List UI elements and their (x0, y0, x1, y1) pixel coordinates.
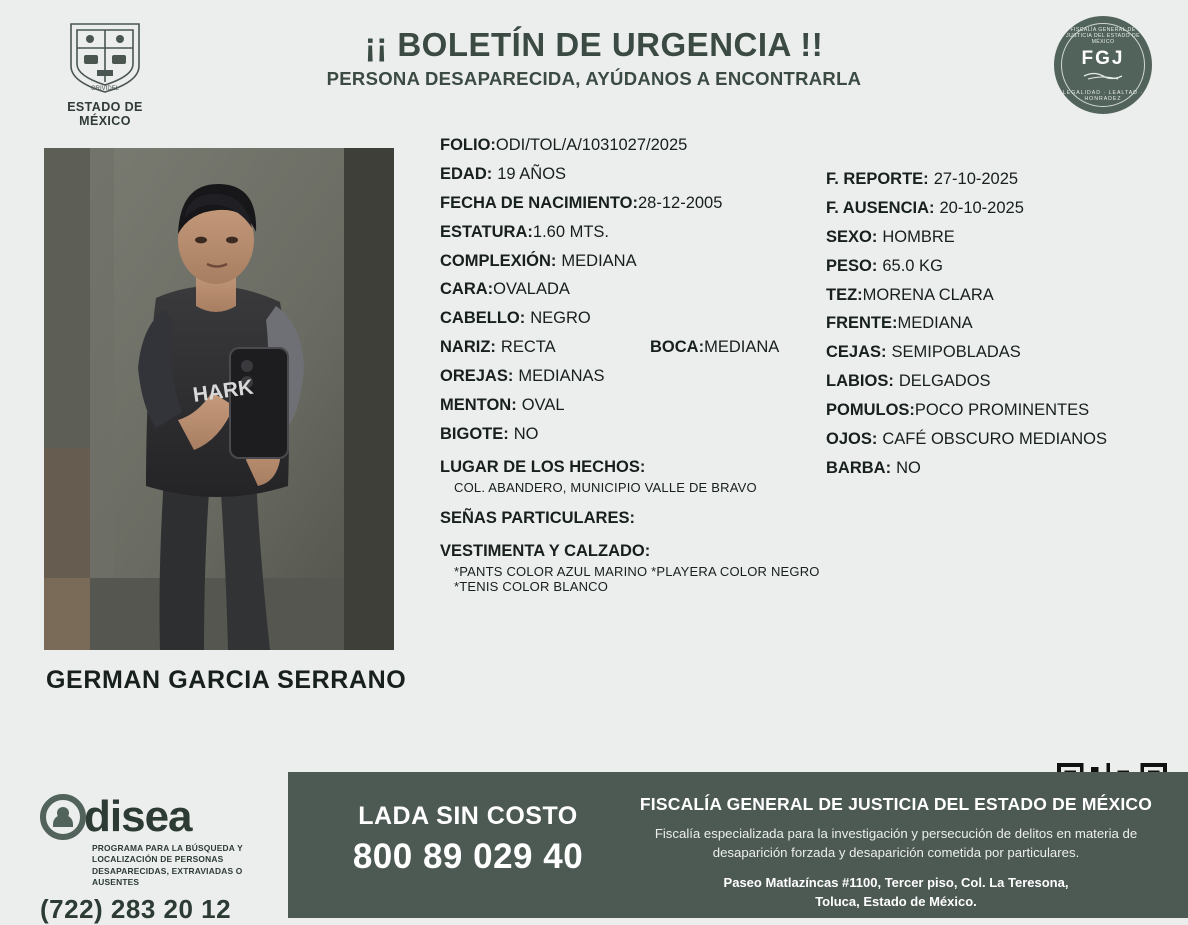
field-cara-label: CARA: (440, 280, 494, 299)
field-nariz-value: RECTA (500, 338, 556, 357)
fgj-logo-icon (1054, 16, 1152, 114)
field-edad-label: EDAD: (440, 164, 493, 183)
odisea-wordmark: disea (84, 792, 192, 841)
fiscalia-block (618, 794, 1174, 912)
field-fecha-nacimiento-value: 28-12-2005 (638, 193, 723, 212)
field-estatura-label: ESTATURA: (440, 222, 533, 241)
field-folio-label: FOLIO: (440, 136, 496, 154)
bulletin-subtitle: PERSONA DESAPARECIDA, AYÚDANOS A ENCONTRARLA (326, 68, 862, 89)
field-ojos-value: CAFÉ OBSCURO MEDIANOS (882, 430, 1107, 449)
field-vestimenta (440, 542, 830, 594)
field-peso-value: 65.0 KG (882, 256, 943, 275)
field-folio (440, 136, 830, 155)
odisea-phone[interactable]: (722) 283 20 12 (40, 894, 232, 925)
field-orejas (440, 367, 830, 386)
field-vestimenta-value: *PANTS COLOR AZUL MARINO *PLAYERA COLOR NEGRO *TENIS COLOR BLANCO (454, 564, 820, 595)
field-ojos-label: OJOS: (826, 430, 878, 449)
field-senas-particulares-label: SEÑAS PARTICULARES: (440, 509, 635, 528)
field-cabello-label: CABELLO: (440, 309, 526, 328)
field-cabello (440, 309, 830, 328)
field-f-ausencia-value: 20-10-2025 (939, 198, 1024, 217)
field-pomulos-value: POCO PROMINENTES (914, 401, 1090, 420)
field-lugar-hechos (440, 458, 830, 495)
field-frente-value: MEDIANA (897, 314, 973, 333)
field-bigote-value: NO (513, 424, 539, 443)
field-bigote (440, 425, 830, 444)
odisea-logo (40, 794, 280, 840)
field-boca-label: BOCA: (650, 338, 705, 357)
field-frente-label: FRENTE: (826, 314, 898, 333)
field-tez-label: TEZ: (826, 285, 863, 304)
state-seal-label: ESTADO DE MÉXICO (67, 100, 143, 128)
fgj-wing-icon (1082, 70, 1124, 82)
field-complexion (440, 252, 830, 271)
field-f-ausencia-label: F. AUSENCIA: (826, 198, 935, 217)
field-orejas-label: OREJAS: (440, 367, 514, 386)
field-tez-value: MORENA CLARA (862, 285, 994, 304)
bulletin-title: ¡¡ BOLETÍN DE URGENCIA !! (364, 26, 824, 63)
field-senas-particulares (440, 509, 830, 528)
field-menton-value: OVAL (521, 396, 565, 415)
field-boca-value: MEDIANA (704, 338, 780, 357)
footer-left-panel (0, 772, 288, 925)
field-ojos (826, 430, 1186, 449)
field-peso-label: PESO: (826, 256, 878, 275)
field-pomulos (826, 401, 1186, 420)
bulletin-title-block (0, 26, 1188, 90)
field-barba (826, 459, 1186, 478)
svg-text:ORIVIDEL: ORIVIDEL (90, 86, 120, 92)
field-labios-value: DELGADOS (898, 372, 991, 391)
odisea-branding (40, 794, 280, 925)
field-f-ausencia (826, 199, 1186, 218)
field-nariz-boca (440, 338, 830, 357)
field-cejas (826, 343, 1186, 362)
field-labios-label: LABIOS: (826, 372, 894, 391)
odisea-o-icon (40, 794, 86, 840)
odisea-person-body-icon (53, 815, 73, 827)
fiscalia-description: Fiscalía especializada para la investigación y persecución de delitos en materia de desaparición forzada y desaparición cometida por particulares. (654, 826, 1138, 861)
fgj-ring-bottom-text: LEGALIDAD · LEALTAD · HONRADEZ (1062, 90, 1144, 102)
field-boca (650, 338, 779, 357)
field-f-reporte-value: 27-10-2025 (933, 170, 1019, 188)
field-labios (826, 372, 1186, 391)
field-lugar-hechos-value: COL. ABANDERO, MUNICIPIO VALLE DE BRAVO (454, 480, 757, 496)
field-sexo-value: HOMBRE (882, 227, 955, 246)
person-name: GERMAN GARCIA SERRANO (46, 666, 407, 694)
fiscalia-title: FISCALÍA GENERAL DE JUSTICIA DEL ESTADO DE MÉXICO (639, 794, 1153, 814)
field-nariz (440, 338, 650, 357)
field-complexion-value: MEDIANA (561, 251, 637, 270)
field-nariz-label: NARIZ: (440, 338, 496, 357)
field-sexo-label: SEXO: (826, 227, 878, 246)
field-edad (440, 165, 830, 184)
field-menton (440, 396, 830, 415)
lada-block (318, 802, 618, 877)
field-barba-value: NO (896, 458, 921, 477)
field-barba-label: BARBA: (826, 458, 892, 477)
field-cejas-value: SEMIPOBLADAS (891, 343, 1021, 362)
field-folio-value: ODI/TOL/A/1031027/2025 (495, 136, 688, 154)
field-cara-value: OVALADA (493, 280, 570, 299)
field-f-reporte-label: F. REPORTE: (826, 170, 929, 188)
odisea-caption: PROGRAMA PARA LA BÚSQUEDA Y LOCALIZACIÓN DE PERSONAS DESAPARECIDAS, EXTRAVIADAS O AUSENTES (92, 843, 243, 888)
field-estatura-value: 1.60 MTS. (532, 222, 610, 241)
lada-title: LADA SIN COSTO (358, 802, 578, 830)
fgj-ring-top-text: FISCALÍA GENERAL DE JUSTICIA DEL ESTADO DE MÉXICO (1066, 27, 1140, 45)
person-photo (44, 148, 394, 650)
lada-number[interactable]: 800 89 029 40 (352, 837, 584, 876)
field-bigote-label: BIGOTE: (440, 424, 509, 443)
field-menton-label: MENTON: (440, 396, 517, 415)
field-sexo (826, 228, 1186, 247)
fiscalia-address (618, 874, 1174, 912)
svg-text:HARK: HARK (191, 375, 255, 407)
field-cejas-label: CEJAS: (826, 343, 887, 362)
fgj-logo-text: FGJ (1081, 48, 1125, 69)
bulletin-main (0, 132, 1188, 772)
field-peso (826, 257, 1186, 276)
right-data-column (826, 170, 1186, 488)
fiscalia-address-line2: Toluca, Estado de México. (815, 894, 977, 910)
field-frente (826, 314, 1186, 333)
field-vestimenta-label: VESTIMENTA Y CALZADO: (440, 542, 651, 561)
field-complexion-label: COMPLEXIÓN: (440, 251, 557, 270)
field-estatura (440, 223, 830, 242)
field-fecha-nacimiento-label: FECHA DE NACIMIENTO: (440, 193, 638, 212)
fiscalia-address-line1: Paseo Matlazíncas #1100, Tercer piso, Col. La Teresona, (723, 875, 1069, 891)
field-lugar-hechos-label: LUGAR DE LOS HECHOS: (440, 458, 646, 477)
page-header (0, 0, 1188, 132)
field-fecha-nacimiento (440, 194, 830, 213)
field-tez (826, 286, 1186, 305)
field-cabello-value: NEGRO (530, 309, 591, 328)
field-orejas-value: MEDIANAS (518, 367, 605, 386)
field-edad-value: 19 AÑOS (497, 164, 567, 183)
footer-right-panel (288, 772, 1188, 918)
page-footer (0, 772, 1188, 925)
field-f-reporte (826, 170, 1186, 189)
field-cara (440, 280, 830, 299)
field-pomulos-label: POMULOS: (826, 401, 915, 420)
left-data-column (440, 136, 830, 594)
